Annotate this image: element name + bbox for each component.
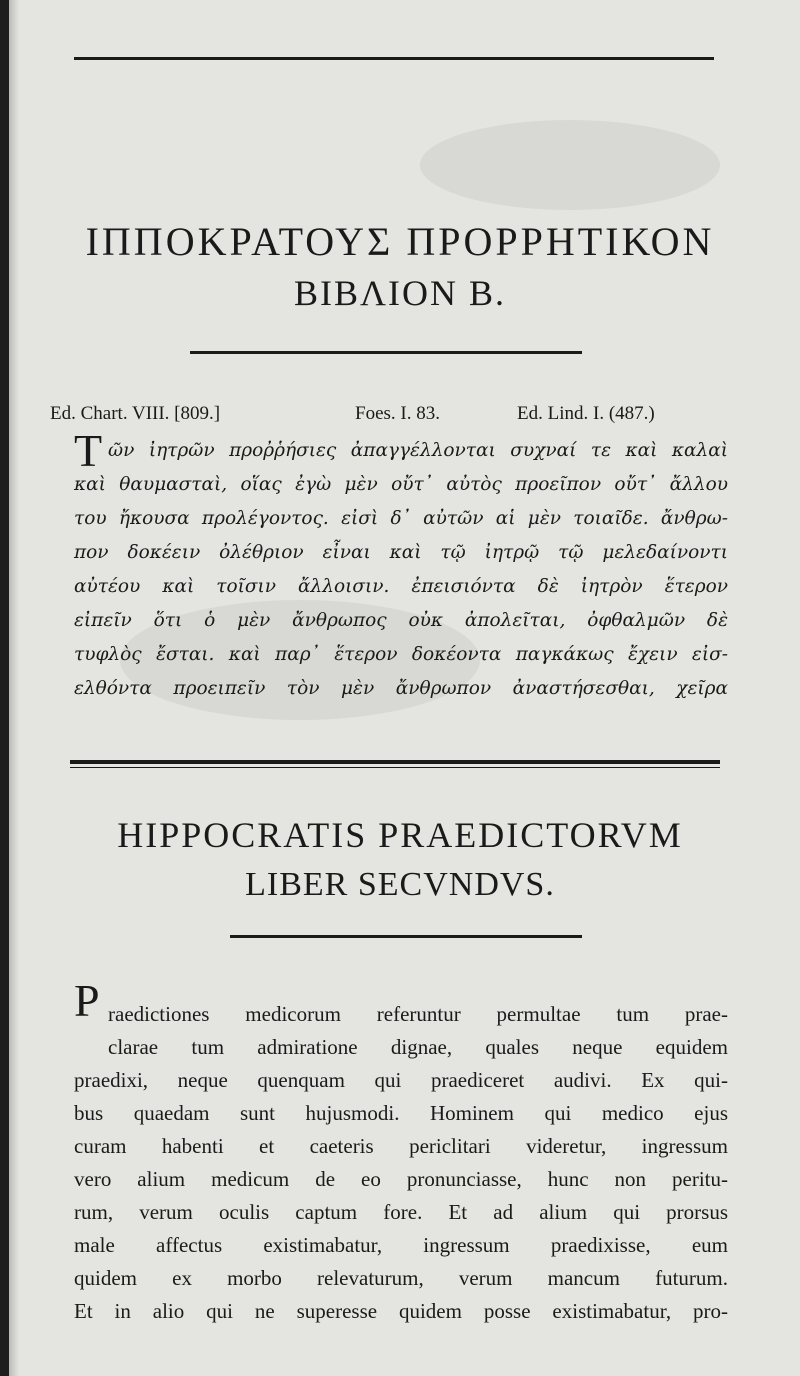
greek-text-line: αὐτέου καὶ τοῖσιν ἄλλοισιν. ἐπεισιόντα δὲ ἰητρὸν ἕτερον [74,576,728,597]
greek-text-line: του ἤκουσα προλέγοντος. εἰσὶ δ᾽ αὐτῶν αἱ μὲν τοιαῖδε. ἄνθρω- [74,508,728,529]
section-divider-thick [70,760,720,764]
greek-text-line: τυφλὸς ἔσται. καὶ παρ᾽ ἕτερον δοκέοντα παγκάκως ἔχειν εἰσ- [74,644,728,665]
latin-text-line: raedictiones medicorum referuntur permultae tum prae- [108,1002,728,1026]
latin-title-rule [230,935,582,938]
greek-title-line1: ΙΠΠΟΚΡΑΤΟΥΣ ΠΡΟΡΡΗΤΙΚΟΝ [85,219,715,264]
latin-text-line: male affectus existimabatur, ingressum praedixisse, eum [74,1233,728,1257]
top-rule [74,57,714,60]
latin-paragraph [74,998,728,1328]
greek-title-rule [190,351,582,354]
ref-lind-edition: Ed. Lind. I. (487.) [517,403,655,424]
latin-title-line2: LIBER SECVNDVS. [245,866,555,903]
bleed-through-smudge [420,120,720,210]
latin-text-line: quidem ex morbo relevaturum, verum mancum futurum. [74,1266,728,1290]
greek-text-line: ελθόντα προειπεῖν τὸν μὲν ἄνθρωπον ἀναστήσεσθαι, χεῖρα [74,678,728,699]
latin-text-line: vero alium medicum de eo pronunciasse, hunc non peritu- [74,1167,728,1191]
ref-foes-edition: Foes. I. 83. [355,403,440,424]
latin-text-line: praedixi, neque quenquam qui praediceret audivi. Ex qui- [74,1068,728,1092]
latin-title-line1: HIPPOCRATIS PRAEDICTORVM [117,815,683,855]
greek-text-line: καὶ θαυμασταὶ, οἵας ἐγὼ μὲν οὔτ᾽ αὐτὸς προεῖπον οὔτ᾽ ἄλλου [74,474,728,495]
greek-title-line2: ΒΙΒΛΙΟΝ Β. [293,273,507,313]
greek-dropcap: Τ [74,425,103,476]
greek-paragraph [74,434,728,706]
latin-text-line: rum, verum oculis captum fore. Et ad alium qui prorsus [74,1200,728,1224]
greek-text-line: εἰπεῖν ὅτι ὁ μὲν ἄνθρωπος οὐκ ἀπολεῖται, ὀφθαλμῶν δὲ [74,610,728,631]
latin-dropcap: P [74,975,100,1026]
latin-text-line: clarae tum admiratione dignae, quales neque equidem [108,1035,728,1059]
greek-text-line: ῶν ἰητρῶν προῤῥήσιες ἀπαγγέλλονται συχναί τε καὶ καλαὶ [108,440,728,461]
latin-text-line: bus quaedam sunt hujusmodi. Hominem qui medico ejus [74,1101,728,1125]
latin-text-line: Et in alio qui ne superesse quidem posse existimabatur, pro- [74,1299,728,1323]
greek-text-line: πον δοκέειν ὀλέθριον εἶναι καὶ τῷ ἰητρῷ τῷ μελεδαίνοντι [74,542,728,563]
edition-references [50,403,750,433]
ref-chart-edition: Ed. Chart. VIII. [809.] [50,403,221,424]
latin-text-line: curam habenti et caeteris periclitari videretur, ingressum [74,1134,728,1158]
section-divider-thin [70,767,720,768]
